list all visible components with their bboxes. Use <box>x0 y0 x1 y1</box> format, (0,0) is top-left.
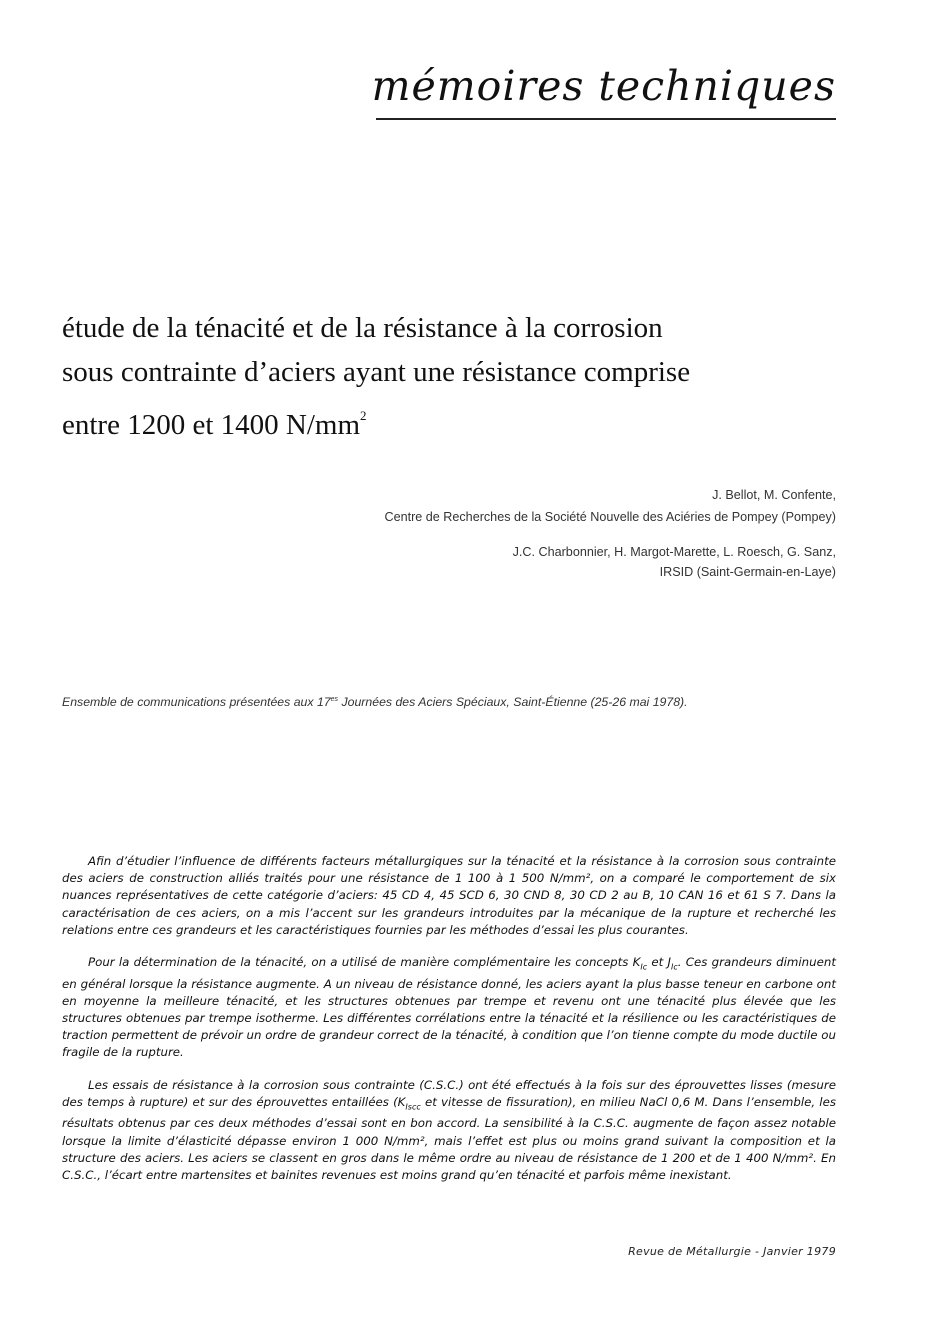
abstract <box>62 853 836 1199</box>
abstract-p2-text-1: Pour la détermination de la ténacité, on a utilisé de manière complémentaire les concepts K <box>88 955 641 970</box>
header-rule <box>376 118 836 120</box>
abstract-p2-sub-2: Ic <box>671 962 678 972</box>
abstract-p2-sub-1: Ic <box>640 962 648 972</box>
author-group-1-affiliation: Centre de Recherches de la Société Nouvelle des Aciéries de Pompey (Pompey) <box>384 510 836 524</box>
title-line-3-text: entre 1200 et 1400 N/mm <box>62 409 361 441</box>
author-group-2-affiliation: IRSID (Saint-Germain-en-Laye) <box>659 565 836 579</box>
abstract-p2-text-3: . Ces grandeurs diminuent en général lorsque la résistance augmente. A un niveau de résistance donné, les aciers ayant la plus basse teneur en carbone ont en moyenne la meilleure ténacité, et les structures obtenues par trempe et revenu ont une ténacité plus élevée que les structures obtenues par trempe isotherme. Les différentes corrélations entre la ténacité et la résilience ou les caractéristiques de traction permettent de prévoir un ordre de grandeur correct de la ténacité, à condition que l’on tienne compte du mode ductile ou fragile de la rupture. <box>62 955 836 1060</box>
communication-text-2: Journées des Aciers Spéciaux, Saint-Étienne (25-26 mai 1978). <box>338 695 688 709</box>
abstract-paragraph-3 <box>62 1077 836 1185</box>
journal-footer: Revue de Métallurgie - Janvier 1979 <box>628 1245 836 1258</box>
section-header: mémoires techniques <box>371 62 836 110</box>
article-title <box>62 306 862 447</box>
title-line-2: sous contrainte d’aciers ayant une résistance comprise <box>62 356 691 388</box>
abstract-paragraph-1: Afin d’étudier l’influence de différents facteurs métallurgiques sur la ténacité et la résistance à la corrosion sous contrainte des aciers de construction alliés traités pour une résistance de 1 100 à 1 500 N/mm², on a comparé le comportement de six nuances représentatives de cette catégorie d’aciers: 45 CD 4, 45 SCD 6, 30 CND 8, 30 CD 2 au B, 10 CAN 16 et 61 S 7. Dans la caractérisation de ces aciers, on a mis l’accent sur les grandeurs introduites par la mécanique de la rupture et recherché les relations entre ces grandeurs et les caractéristiques fournies par les méthodes d’essai les plus courantes. <box>62 854 836 937</box>
communication-text-1: Ensemble de communications présentées aux 17 <box>62 695 331 709</box>
communication-note <box>62 695 688 709</box>
title-superscript: 2 <box>360 408 367 423</box>
title-line-1: étude de la ténacité et de la résistance à la corrosion <box>62 312 663 344</box>
abstract-p2-text-2: et J <box>647 955 672 970</box>
title-line-3 <box>62 394 862 447</box>
author-group-1-names: J. Bellot, M. Confente, <box>712 488 836 502</box>
communication-superscript: es <box>330 695 339 703</box>
abstract-p3-text-1: Les essais de résistance à la corrosion sous contrainte (C.S.C.) ont été effectués à la fois sur des éprouvettes lisses (mesure des temps à rupture) et sur des éprouvettes entaillées (K <box>62 1077 836 1109</box>
author-group-2-names: J.C. Charbonnier, H. Margot-Marette, L. Roesch, G. Sanz, <box>512 545 836 559</box>
abstract-paragraph-2 <box>62 954 836 1062</box>
abstract-p3-sub: Iscc <box>405 1102 421 1112</box>
abstract-p3-text-2: et vitesse de fissuration), en milieu NaCl 0,6 M. Dans l’ensemble, les résultats obtenus par ces deux méthodes d’essai sont en bon accord. La sensibilité à la C.S.C. augmente de façon assez notable lorsque la limite d’élasticité dépasse environ 1 000 N/mm², mais l’effet est plus ou moins grand suivant la composition et la structure des aciers. Les aciers se classent en gros dans le même ordre au niveau de résistance de 1 200 et de 1 400 N/mm². En C.S.C., l’écart entre martensites et bainites revenues est moins grand qu’en ténacité et parfois même inexistant. <box>62 1094 836 1182</box>
